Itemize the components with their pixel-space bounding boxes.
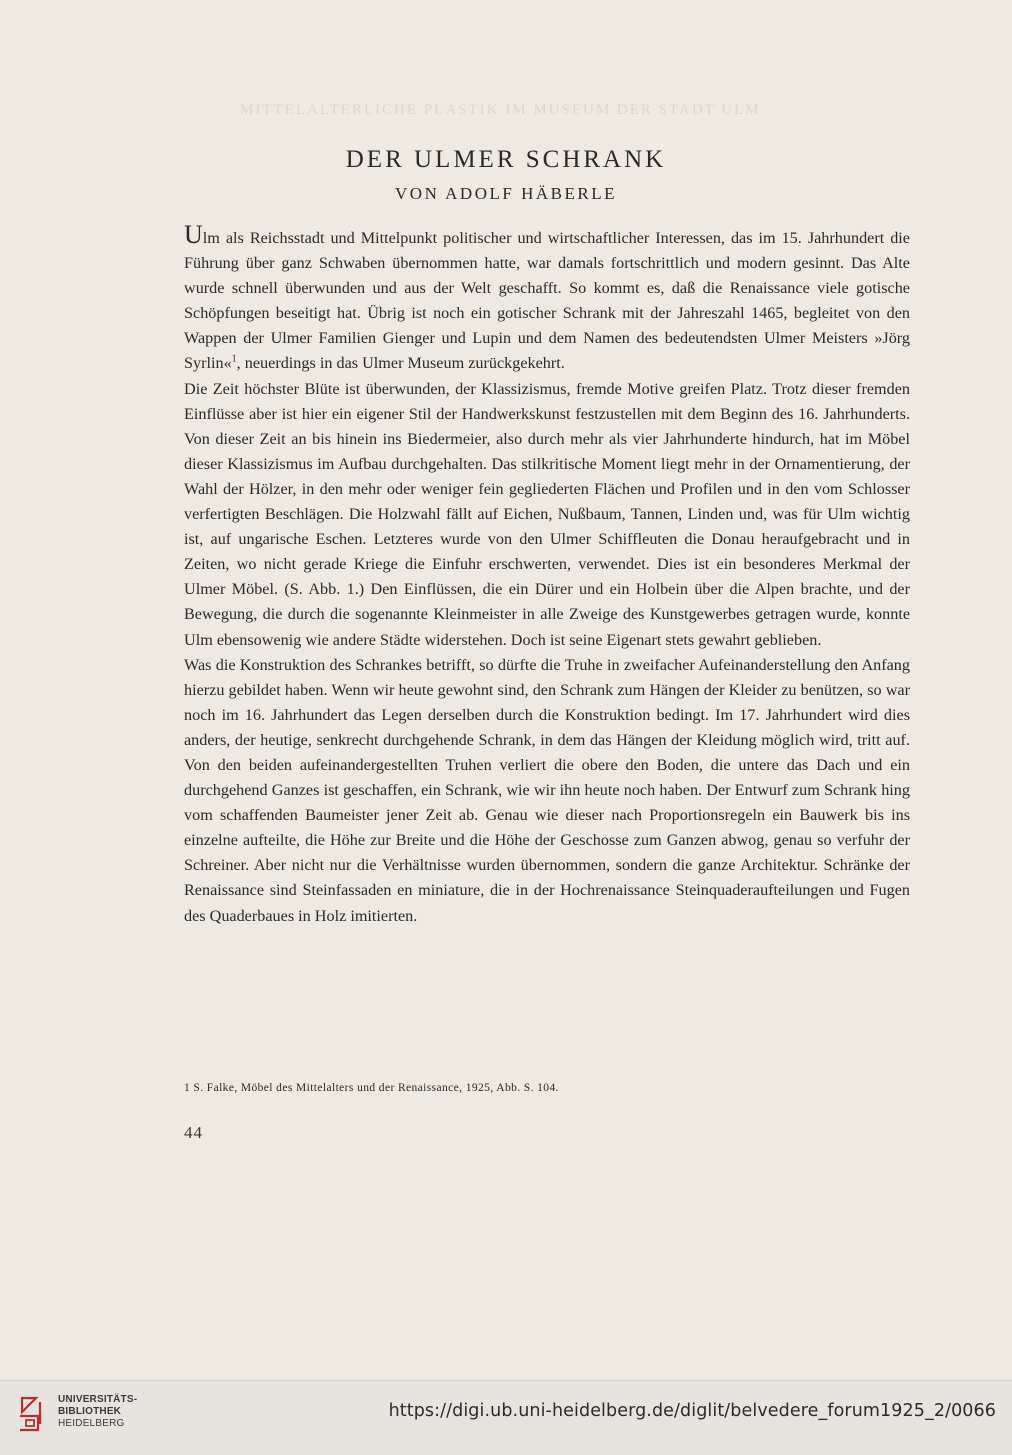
permalink-url[interactable]: https://digi.ub.uni-heidelberg.de/diglit/belvedere_forum1925_2/0066 xyxy=(388,1401,996,1421)
viewer-footer xyxy=(0,1380,1012,1455)
library-name[interactable] xyxy=(58,1394,137,1430)
article-body xyxy=(184,220,910,929)
paragraph-3: Was die Konstruktion des Schrankes betrifft, so dürfte die Truhe in zweifacher Aufeinanderstellung den Anfang hierzu gebildet haben. Wenn wir heute gewohnt sind, den Schrank zum Hängen der Kleider zu benützen, so war noch im 16. Jahrhundert das Legen derselben durch die Konstruktion bedingt. Im 17. Jahrhundert wird dies anders, der heutige, senkrecht durchgehende Schrank, in dem das Hängen der Kleidung möglich wird, tritt auf. Von den beiden aufeinandergestellten Truhen verliert die obere den Boden, die untere das Dach und ein durchgehend Ganzes ist geschaffen, ein Schrank, wie wir ihn heute noch haben. Der Entwurf zum Schrank hing vom schaffenden Baumeister jener Zeit ab. Genau wie dieser nach Proportionsregeln ein Bauwerk bis ins einzelne aufteilte, die Höhe zur Breite und die Höhe der Geschosse zum Ganzen abwog, genau so verfuhr der Schreiner. Aber nicht nur die Verhältnisse wurden übernommen, sondern die ganze Architektur. Schränke der Renaissance sind Steinfassaden en miniature, die in der Hochrenaissance Steinquaderaufteilungen und Fugen des Quaderbaues in Holz imitierten. xyxy=(184,655,910,925)
paragraph-2: Die Zeit höchster Blüte ist überwunden, der Klassizismus, fremde Motive greifen Platz. Trotz dieser fremden Einflüsse aber ist hier ein eigener Stil der Handwerkskunst festzustellen mit dem Beginn des 16. Jahrhunderts. Von dieser Zeit an bis hinein ins Biedermeier, also durch mehr als vier Jahrhunderte hindurch, hat im Möbel dieser Klassizismus im Aufbau durchgehalten. Das stilkritische Moment liegt mehr in der Ornamentierung, der Wahl der Hölzer, in den mehr oder weniger fein gegliederten Flächen und Profilen und in den vom Schlosser verfertigten Beschlägen. Die Holzwahl fällt auf Eichen, Nußbaum, Tannen, Linden und, was für Ulm wichtig ist, auf ungarische Eschen. Letzteres wurde von den Ulmer Schiffleuten die Donau heraufgebracht und in Zeiten, wo nicht gerade Kriege die Einfuhr erschwerten, verwendet. Dies ist ein besonderes Merkmal der Ulmer Möbel. (S. Abb. 1.) Den Einflüssen, die ein Dürer und ein Holbein über die Alpen brachte, und der Bewegung, die durch die sogenannte Kleinmeister in alle Zweige des Kunstgewerbes getragen wurde, konnte Ulm ebensowenig wie andere Städte widerstehen. Doch ist seine Eigenart stets gewahrt geblieben. xyxy=(184,379,910,649)
library-name-line: HEIDELBERG xyxy=(58,1418,125,1429)
footnote: 1 S. Falke, Möbel des Mittelalters und der Renaissance, 1925, Abb. S. 104. xyxy=(184,1082,559,1094)
article-title: DER ULMER SCHRANK xyxy=(345,146,667,173)
article-author: VON ADOLF HÄBERLE xyxy=(395,184,617,203)
page-number: 44 xyxy=(184,1123,203,1142)
library-name-line: BIBLIOTHEK xyxy=(58,1406,122,1417)
ub-heidelberg-logo-icon[interactable] xyxy=(14,1394,48,1436)
paragraph-text: lm als Reichsstadt und Mittelpunkt politischer und wirtschaftlicher Interessen, das im 15. Jahrhundert die Führung über ganz Schwaben übernommen hatte, war damals fortschrittlich und modern gesinnt. Das Alte wurde schnell überwunden und aus der Welt geschafft. So kommt es, daß die Renaissance viele gotische Schöpfungen beseitigt hat. Übrig ist noch ein gotischer Schrank mit der Jahreszahl 1465, begleitet von den Wappen der Ulmer Familien Gienger und Lupin und dem Namen des bedeutendsten Ulmer Meisters »Jörg Syrlin« xyxy=(184,229,910,373)
paragraph-text: , neuerdings in das Ulmer Museum zurückgekehrt. xyxy=(236,354,565,373)
drop-cap: U xyxy=(184,220,203,249)
footnote-reference[interactable]: 1 xyxy=(231,354,237,366)
bleed-through-text: MITTELALTERLICHE PLASTIK IM MUSEUM DER STADT ULM xyxy=(240,102,761,118)
library-name-line: UNIVERSITÄTS- xyxy=(58,1394,138,1405)
paragraph-1 xyxy=(184,220,910,377)
